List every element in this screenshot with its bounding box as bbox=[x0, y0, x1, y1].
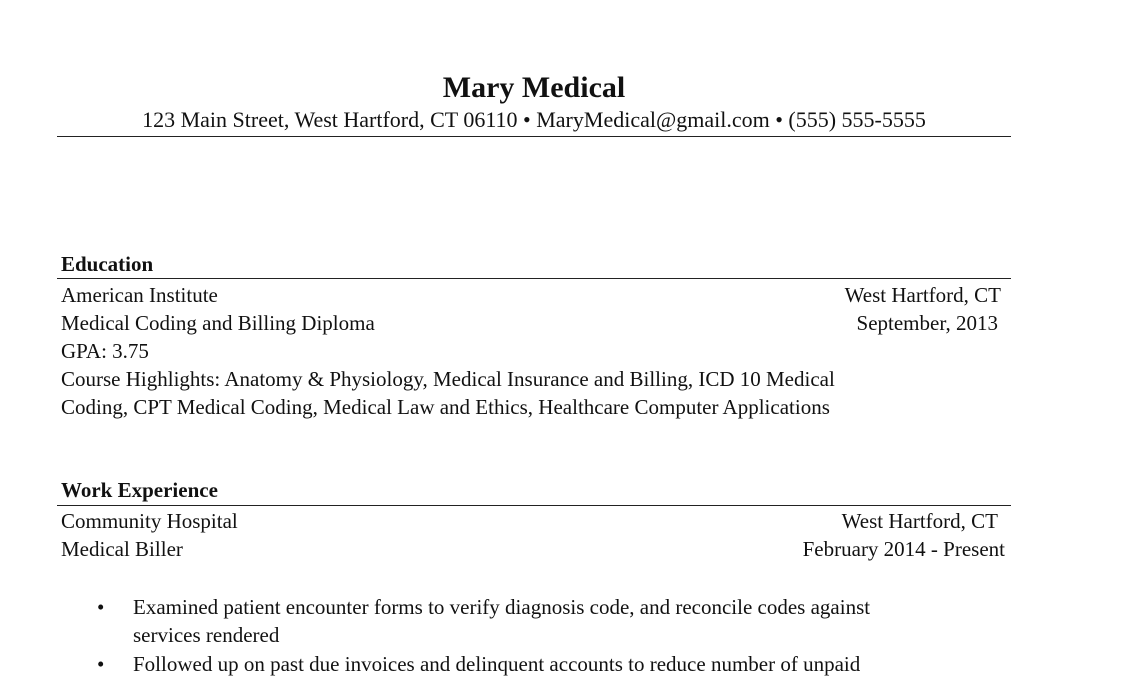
education-gpa: GPA: 3.75 bbox=[61, 339, 149, 363]
work-location: West Hartford, CT bbox=[841, 509, 998, 533]
bullet-icon: • bbox=[97, 652, 105, 676]
education-heading: Education bbox=[61, 252, 154, 276]
education-location: West Hartford, CT bbox=[844, 283, 1001, 307]
resume-name: Mary Medical bbox=[442, 71, 626, 104]
work-bullet-item bbox=[97, 593, 997, 649]
work-experience-heading: Work Experience bbox=[61, 478, 218, 502]
education-divider bbox=[57, 278, 1011, 279]
bullet-icon: • bbox=[97, 595, 105, 619]
header-divider bbox=[57, 136, 1011, 137]
education-program: Medical Coding and Billing Diploma bbox=[61, 311, 375, 335]
work-experience-divider bbox=[57, 505, 1011, 506]
contact-info: 123 Main Street, West Hartford, CT 06110 • MaryMedical@gmail.com • (555) 555-5555 bbox=[142, 107, 926, 132]
education-highlights-line-2: Coding, CPT Medical Coding, Medical Law and Ethics, Healthcare Computer Applications bbox=[61, 395, 830, 419]
education-date: September, 2013 bbox=[856, 311, 998, 335]
work-employer: Community Hospital bbox=[61, 509, 238, 533]
education-institution: American Institute bbox=[61, 283, 218, 307]
work-title: Medical Biller bbox=[61, 537, 183, 561]
work-dates: February 2014 - Present bbox=[802, 537, 1005, 561]
education-highlights-line-1: Course Highlights: Anatomy & Physiology, Medical Insurance and Billing, ICD 10 Medical bbox=[61, 367, 835, 391]
bullet-text-line-1: Examined patient encounter forms to verify diagnosis code, and reconcile codes against bbox=[133, 595, 871, 619]
work-bullet-item bbox=[97, 650, 997, 683]
bullet-text-line-2: services rendered bbox=[133, 623, 280, 647]
bullet-text-line-1: Followed up on past due invoices and delinquent accounts to reduce number of unpaid bbox=[133, 652, 861, 676]
